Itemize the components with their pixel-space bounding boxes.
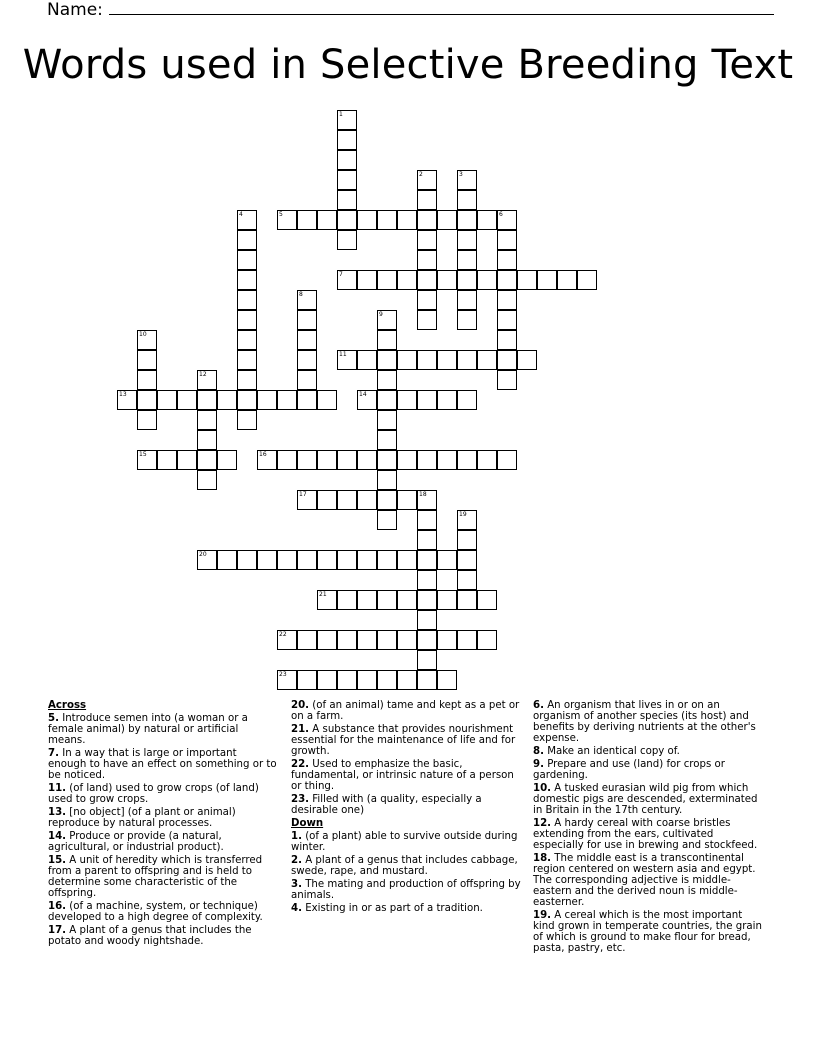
clue (48, 831, 278, 853)
grid-cell[interactable] (397, 670, 417, 690)
grid-cell[interactable] (217, 390, 237, 410)
clue-text: (of a machine, system, or technique) developed to a high degree of complexity. (48, 901, 263, 923)
grid-cell[interactable] (397, 550, 417, 570)
grid-cell[interactable] (297, 210, 317, 230)
grid-cell[interactable] (237, 370, 257, 390)
clue (48, 783, 278, 805)
grid-cell[interactable] (137, 350, 157, 370)
grid-cell[interactable] (317, 450, 337, 470)
grid-cell[interactable] (317, 630, 337, 650)
clue-number-label: 17 (299, 491, 307, 498)
grid-cell[interactable] (497, 330, 517, 350)
clue-text: A plant of a genus that includes the potato and woody nightshade. (48, 925, 252, 947)
clue-text: A substance that provides nourishment essential for the maintenance of life and for growth. (291, 724, 516, 757)
clue-text: [no object] (of a plant or animal) reproduce by natural processes. (48, 807, 236, 829)
grid-cell[interactable] (317, 550, 337, 570)
clue (291, 879, 523, 901)
clue-number-label: 16 (259, 451, 267, 458)
grid-cell[interactable] (317, 210, 337, 230)
grid-cell[interactable] (497, 370, 517, 390)
clue-number: 17. (48, 925, 67, 936)
grid-cell[interactable] (377, 410, 397, 430)
clue (291, 831, 523, 853)
grid-cell[interactable] (457, 570, 477, 590)
clue (48, 901, 278, 923)
clue-number-label: 15 (139, 451, 147, 458)
clue (533, 700, 765, 744)
grid-cell[interactable] (437, 550, 457, 570)
clue (533, 746, 765, 757)
clue (533, 818, 765, 851)
grid-cell[interactable] (437, 670, 457, 690)
grid-cell[interactable] (357, 210, 377, 230)
grid-cell[interactable] (357, 630, 377, 650)
grid-cell[interactable] (397, 210, 417, 230)
grid-cell[interactable] (417, 650, 437, 670)
clue-number-label: 11 (339, 351, 347, 358)
clue-number: 11. (48, 783, 67, 794)
grid-cell[interactable] (417, 590, 437, 610)
grid-cell[interactable] (377, 490, 397, 510)
grid-cell[interactable] (457, 630, 477, 650)
clue-number: 7. (48, 748, 59, 759)
grid-cell[interactable] (397, 630, 417, 650)
grid-cell[interactable] (297, 390, 317, 410)
clue (291, 759, 523, 792)
grid-cell[interactable] (437, 270, 457, 290)
clue (48, 748, 278, 781)
grid-cell[interactable] (337, 550, 357, 570)
grid-cell[interactable] (357, 270, 377, 290)
grid-cell[interactable] (397, 350, 417, 370)
grid-cell[interactable] (357, 490, 377, 510)
clue-number: 5. (48, 713, 59, 724)
grid-cell[interactable] (197, 410, 217, 430)
clue-text: (of land) used to grow crops (of land) used to grow crops. (48, 783, 259, 805)
grid-cell[interactable] (437, 450, 457, 470)
grid-cell[interactable] (457, 290, 477, 310)
grid-cell[interactable] (237, 330, 257, 350)
grid-cell[interactable] (217, 550, 237, 570)
clue-number: 10. (533, 783, 552, 794)
grid-cell[interactable] (457, 590, 477, 610)
grid-cell[interactable] (277, 550, 297, 570)
clue-number: 9. (533, 759, 544, 770)
grid-cell[interactable] (197, 390, 217, 410)
grid-cell[interactable] (497, 310, 517, 330)
clue-number-label: 12 (199, 371, 207, 378)
grid-cell[interactable] (417, 550, 437, 570)
clue-number: 4. (291, 903, 302, 914)
clue-text: A cereal which is the most important kind grown in temperate countries, the grain of which is ground to make flour for bread, pasta, pastry, etc. (533, 910, 762, 954)
grid-cell[interactable] (337, 190, 357, 210)
grid-cell[interactable] (317, 490, 337, 510)
grid-cell[interactable] (377, 330, 397, 350)
grid-cell[interactable] (417, 630, 437, 650)
grid-cell[interactable] (477, 630, 497, 650)
grid-cell[interactable] (137, 370, 157, 390)
clue-number: 6. (533, 700, 544, 711)
grid-cell[interactable] (157, 450, 177, 470)
grid-cell[interactable] (237, 250, 257, 270)
grid-cell[interactable] (377, 670, 397, 690)
grid-cell[interactable] (357, 350, 377, 370)
clue-number: 12. (533, 818, 552, 829)
clue-text: Make an identical copy of. (543, 746, 680, 757)
clue (291, 700, 523, 722)
grid-cell[interactable] (297, 350, 317, 370)
clue-number-label: 23 (279, 671, 287, 678)
clue (291, 855, 523, 877)
grid-cell[interactable] (377, 470, 397, 490)
grid-cell[interactable] (457, 250, 477, 270)
grid-cell[interactable] (417, 350, 437, 370)
grid-cell[interactable] (377, 550, 397, 570)
grid-cell[interactable] (317, 670, 337, 690)
grid-cell[interactable] (417, 530, 437, 550)
grid-cell[interactable] (277, 390, 297, 410)
clue-text: In a way that is large or important enough to have an effect on something or to be noticed. (48, 748, 277, 781)
clue-text: Introduce semen into (a woman or a female animal) by natural or artificial means. (48, 713, 248, 746)
grid-cell[interactable] (497, 350, 517, 370)
grid-cell[interactable] (417, 390, 437, 410)
grid-cell[interactable] (377, 350, 397, 370)
grid-cell[interactable] (257, 390, 277, 410)
grid-cell[interactable] (237, 410, 257, 430)
grid-cell[interactable] (297, 310, 317, 330)
grid-cell[interactable] (197, 430, 217, 450)
clue-number-label: 8 (299, 291, 303, 298)
grid-cell[interactable] (457, 350, 477, 370)
grid-cell[interactable] (357, 590, 377, 610)
clue-text: (of an animal) tame and kept as a pet or on a farm. (291, 700, 520, 722)
clue-number: 15. (48, 855, 67, 866)
clue-number: 14. (48, 831, 67, 842)
grid-cell[interactable] (417, 570, 437, 590)
clue-number: 22. (291, 759, 310, 770)
grid-cell[interactable] (437, 630, 457, 650)
clue (48, 855, 278, 899)
grid-cell[interactable] (237, 390, 257, 410)
page-title: Words used in Selective Breeding Text (22, 42, 794, 88)
grid-cell[interactable] (317, 390, 337, 410)
grid-cell[interactable] (337, 490, 357, 510)
grid-cell[interactable] (237, 550, 257, 570)
grid-cell[interactable] (437, 350, 457, 370)
clue-number-label: 7 (339, 271, 343, 278)
clue-number-label: 1 (339, 111, 343, 118)
clue-number-label: 19 (459, 511, 467, 518)
grid-cell[interactable] (477, 450, 497, 470)
clue-text: A plant of a genus that includes cabbage, swede, rape, and mustard. (291, 855, 518, 877)
grid-cell[interactable] (377, 390, 397, 410)
grid-cell[interactable] (337, 630, 357, 650)
grid-cell[interactable] (497, 230, 517, 250)
grid-cell[interactable] (497, 450, 517, 470)
grid-cell[interactable] (197, 470, 217, 490)
grid-cell[interactable] (377, 430, 397, 450)
clue (533, 783, 765, 816)
grid-cell[interactable] (337, 450, 357, 470)
clues-column-1 (48, 700, 278, 949)
clue (48, 713, 278, 746)
grid-cell[interactable] (337, 210, 357, 230)
clue-number-label: 9 (379, 311, 383, 318)
grid-cell[interactable] (457, 270, 477, 290)
grid-cell[interactable] (337, 150, 357, 170)
grid-cell[interactable] (237, 350, 257, 370)
grid-cell[interactable] (397, 490, 417, 510)
clue-text: A unit of heredity which is transferred from a parent to offspring and is held to determine some characteristic of the offspring. (48, 855, 263, 899)
clue-number-label: 14 (359, 391, 367, 398)
clue-number-label: 3 (459, 171, 463, 178)
grid-cell[interactable] (417, 250, 437, 270)
clue-text: Produce or provide (a natural, agricultural, or industrial product). (48, 831, 224, 853)
clue (291, 724, 523, 757)
clue-number-label: 21 (319, 591, 327, 598)
grid-cell[interactable] (337, 590, 357, 610)
clue-number: 20. (291, 700, 310, 711)
grid-cell[interactable] (397, 270, 417, 290)
grid-cell[interactable] (457, 190, 477, 210)
grid-cell[interactable] (457, 530, 477, 550)
clue (533, 853, 765, 908)
grid-cell[interactable] (457, 390, 477, 410)
clue-number-label: 5 (279, 211, 283, 218)
clue-text: Filled with (a quality, especially a desirable one) (291, 794, 482, 816)
grid-cell[interactable] (377, 510, 397, 530)
grid-cell[interactable] (417, 610, 437, 630)
clue (533, 910, 765, 954)
clue-text: A hardy cereal with coarse bristles extending from the ears, cultivated especially for use in brewing and stockfeed. (533, 818, 758, 851)
grid-cell[interactable] (257, 550, 277, 570)
clue-number-label: 13 (119, 391, 127, 398)
clue-number: 2. (291, 855, 302, 866)
grid-cell[interactable] (297, 370, 317, 390)
clue (48, 807, 278, 829)
grid-cell[interactable] (377, 210, 397, 230)
clue-number-label: 6 (499, 211, 503, 218)
grid-cell[interactable] (577, 270, 597, 290)
clue-number: 3. (291, 879, 302, 890)
grid-cell[interactable] (277, 450, 297, 470)
grid-cell[interactable] (357, 450, 377, 470)
grid-cell[interactable] (397, 590, 417, 610)
clue-number-label: 20 (199, 551, 207, 558)
grid-cell[interactable] (417, 190, 437, 210)
grid-cell[interactable] (397, 450, 417, 470)
clue-text: The middle east is a transcontinental region centered on western asia and egypt. The corresponding adjective is middle-eastern and the derived noun is middle-easterner. (533, 853, 756, 908)
clue-number: 13. (48, 807, 67, 818)
clue-number-label: 2 (419, 171, 423, 178)
grid-cell[interactable] (457, 450, 477, 470)
clue-text: The mating and production of offspring by animals. (291, 879, 521, 901)
grid-cell[interactable] (237, 230, 257, 250)
grid-cell[interactable] (457, 230, 477, 250)
clue-text: An organism that lives in or on an organism of another species (its host) and benefits by deriving nutrients at the other's expense. (533, 700, 756, 744)
name-label: Name: (47, 0, 103, 20)
grid-cell[interactable] (397, 390, 417, 410)
grid-cell[interactable] (337, 230, 357, 250)
grid-cell[interactable] (177, 390, 197, 410)
grid-cell[interactable] (337, 130, 357, 150)
grid-cell[interactable] (377, 370, 397, 390)
grid-cell[interactable] (237, 270, 257, 290)
grid-cell[interactable] (437, 210, 457, 230)
clue-number: 8. (533, 746, 544, 757)
clue-text: Used to emphasize the basic, fundamental, or intrinsic nature of a person or thing. (291, 759, 514, 792)
grid-cell[interactable] (417, 270, 437, 290)
grid-cell[interactable] (417, 510, 437, 530)
clue-number: 23. (291, 794, 310, 805)
clue-number: 16. (48, 901, 67, 912)
grid-cell[interactable] (517, 270, 537, 290)
grid-cell[interactable] (417, 230, 437, 250)
grid-cell[interactable] (537, 270, 557, 290)
grid-cell[interactable] (237, 310, 257, 330)
grid-cell[interactable] (477, 270, 497, 290)
grid-cell[interactable] (377, 270, 397, 290)
grid-cell[interactable] (497, 250, 517, 270)
grid-cell[interactable] (437, 590, 457, 610)
grid-cell[interactable] (297, 330, 317, 350)
grid-cell[interactable] (437, 390, 457, 410)
clue-number-label: 4 (239, 211, 243, 218)
clue-heading: Across (48, 700, 87, 711)
grid-cell[interactable] (517, 350, 537, 370)
clue-number-label: 22 (279, 631, 287, 638)
grid-cell[interactable] (417, 210, 437, 230)
grid-cell[interactable] (477, 590, 497, 610)
grid-cell[interactable] (297, 670, 317, 690)
clue-number: 21. (291, 724, 310, 735)
grid-cell[interactable] (357, 550, 377, 570)
grid-cell[interactable] (417, 290, 437, 310)
clue-text: (of a plant) able to survive outside during winter. (291, 831, 518, 853)
grid-cell[interactable] (337, 670, 357, 690)
grid-cell[interactable] (497, 270, 517, 290)
grid-cell[interactable] (217, 450, 237, 470)
grid-cell[interactable] (377, 630, 397, 650)
grid-cell[interactable] (377, 450, 397, 470)
grid-cell[interactable] (297, 550, 317, 570)
clue-number-label: 10 (139, 331, 147, 338)
grid-cell[interactable] (197, 450, 217, 470)
grid-cell[interactable] (457, 310, 477, 330)
grid-cell[interactable] (297, 450, 317, 470)
grid-cell[interactable] (337, 170, 357, 190)
grid-cell[interactable] (137, 390, 157, 410)
clue (48, 925, 278, 947)
clue-text: A tusked eurasian wild pig from which domestic pigs are descended, exterminated in Britain in the 17th century. (533, 783, 758, 816)
grid-cell[interactable] (477, 210, 497, 230)
grid-cell[interactable] (357, 670, 377, 690)
grid-cell[interactable] (417, 450, 437, 470)
clue (291, 903, 523, 914)
grid-cell[interactable] (477, 350, 497, 370)
clue (533, 759, 765, 781)
clues-column-3 (533, 700, 765, 956)
clue-number: 1. (291, 831, 302, 842)
clue-heading: Down (291, 818, 324, 829)
clue-number: 19. (533, 910, 552, 921)
clue-text: Existing in or as part of a tradition. (301, 903, 483, 914)
grid-cell[interactable] (137, 410, 157, 430)
grid-cell[interactable] (457, 550, 477, 570)
grid-cell[interactable] (157, 390, 177, 410)
clue-text: Prepare and use (land) for crops or gardening. (533, 759, 725, 781)
clue-number-label: 18 (419, 491, 427, 498)
grid-cell[interactable] (417, 310, 437, 330)
grid-cell[interactable] (237, 290, 257, 310)
clue (291, 794, 523, 816)
grid-cell[interactable] (297, 630, 317, 650)
grid-cell[interactable] (457, 210, 477, 230)
grid-cell[interactable] (557, 270, 577, 290)
clues-column-2 (291, 700, 523, 916)
grid-cell[interactable] (417, 670, 437, 690)
grid-cell[interactable] (377, 590, 397, 610)
grid-cell[interactable] (497, 290, 517, 310)
clue-number: 18. (533, 853, 552, 864)
grid-cell[interactable] (177, 450, 197, 470)
